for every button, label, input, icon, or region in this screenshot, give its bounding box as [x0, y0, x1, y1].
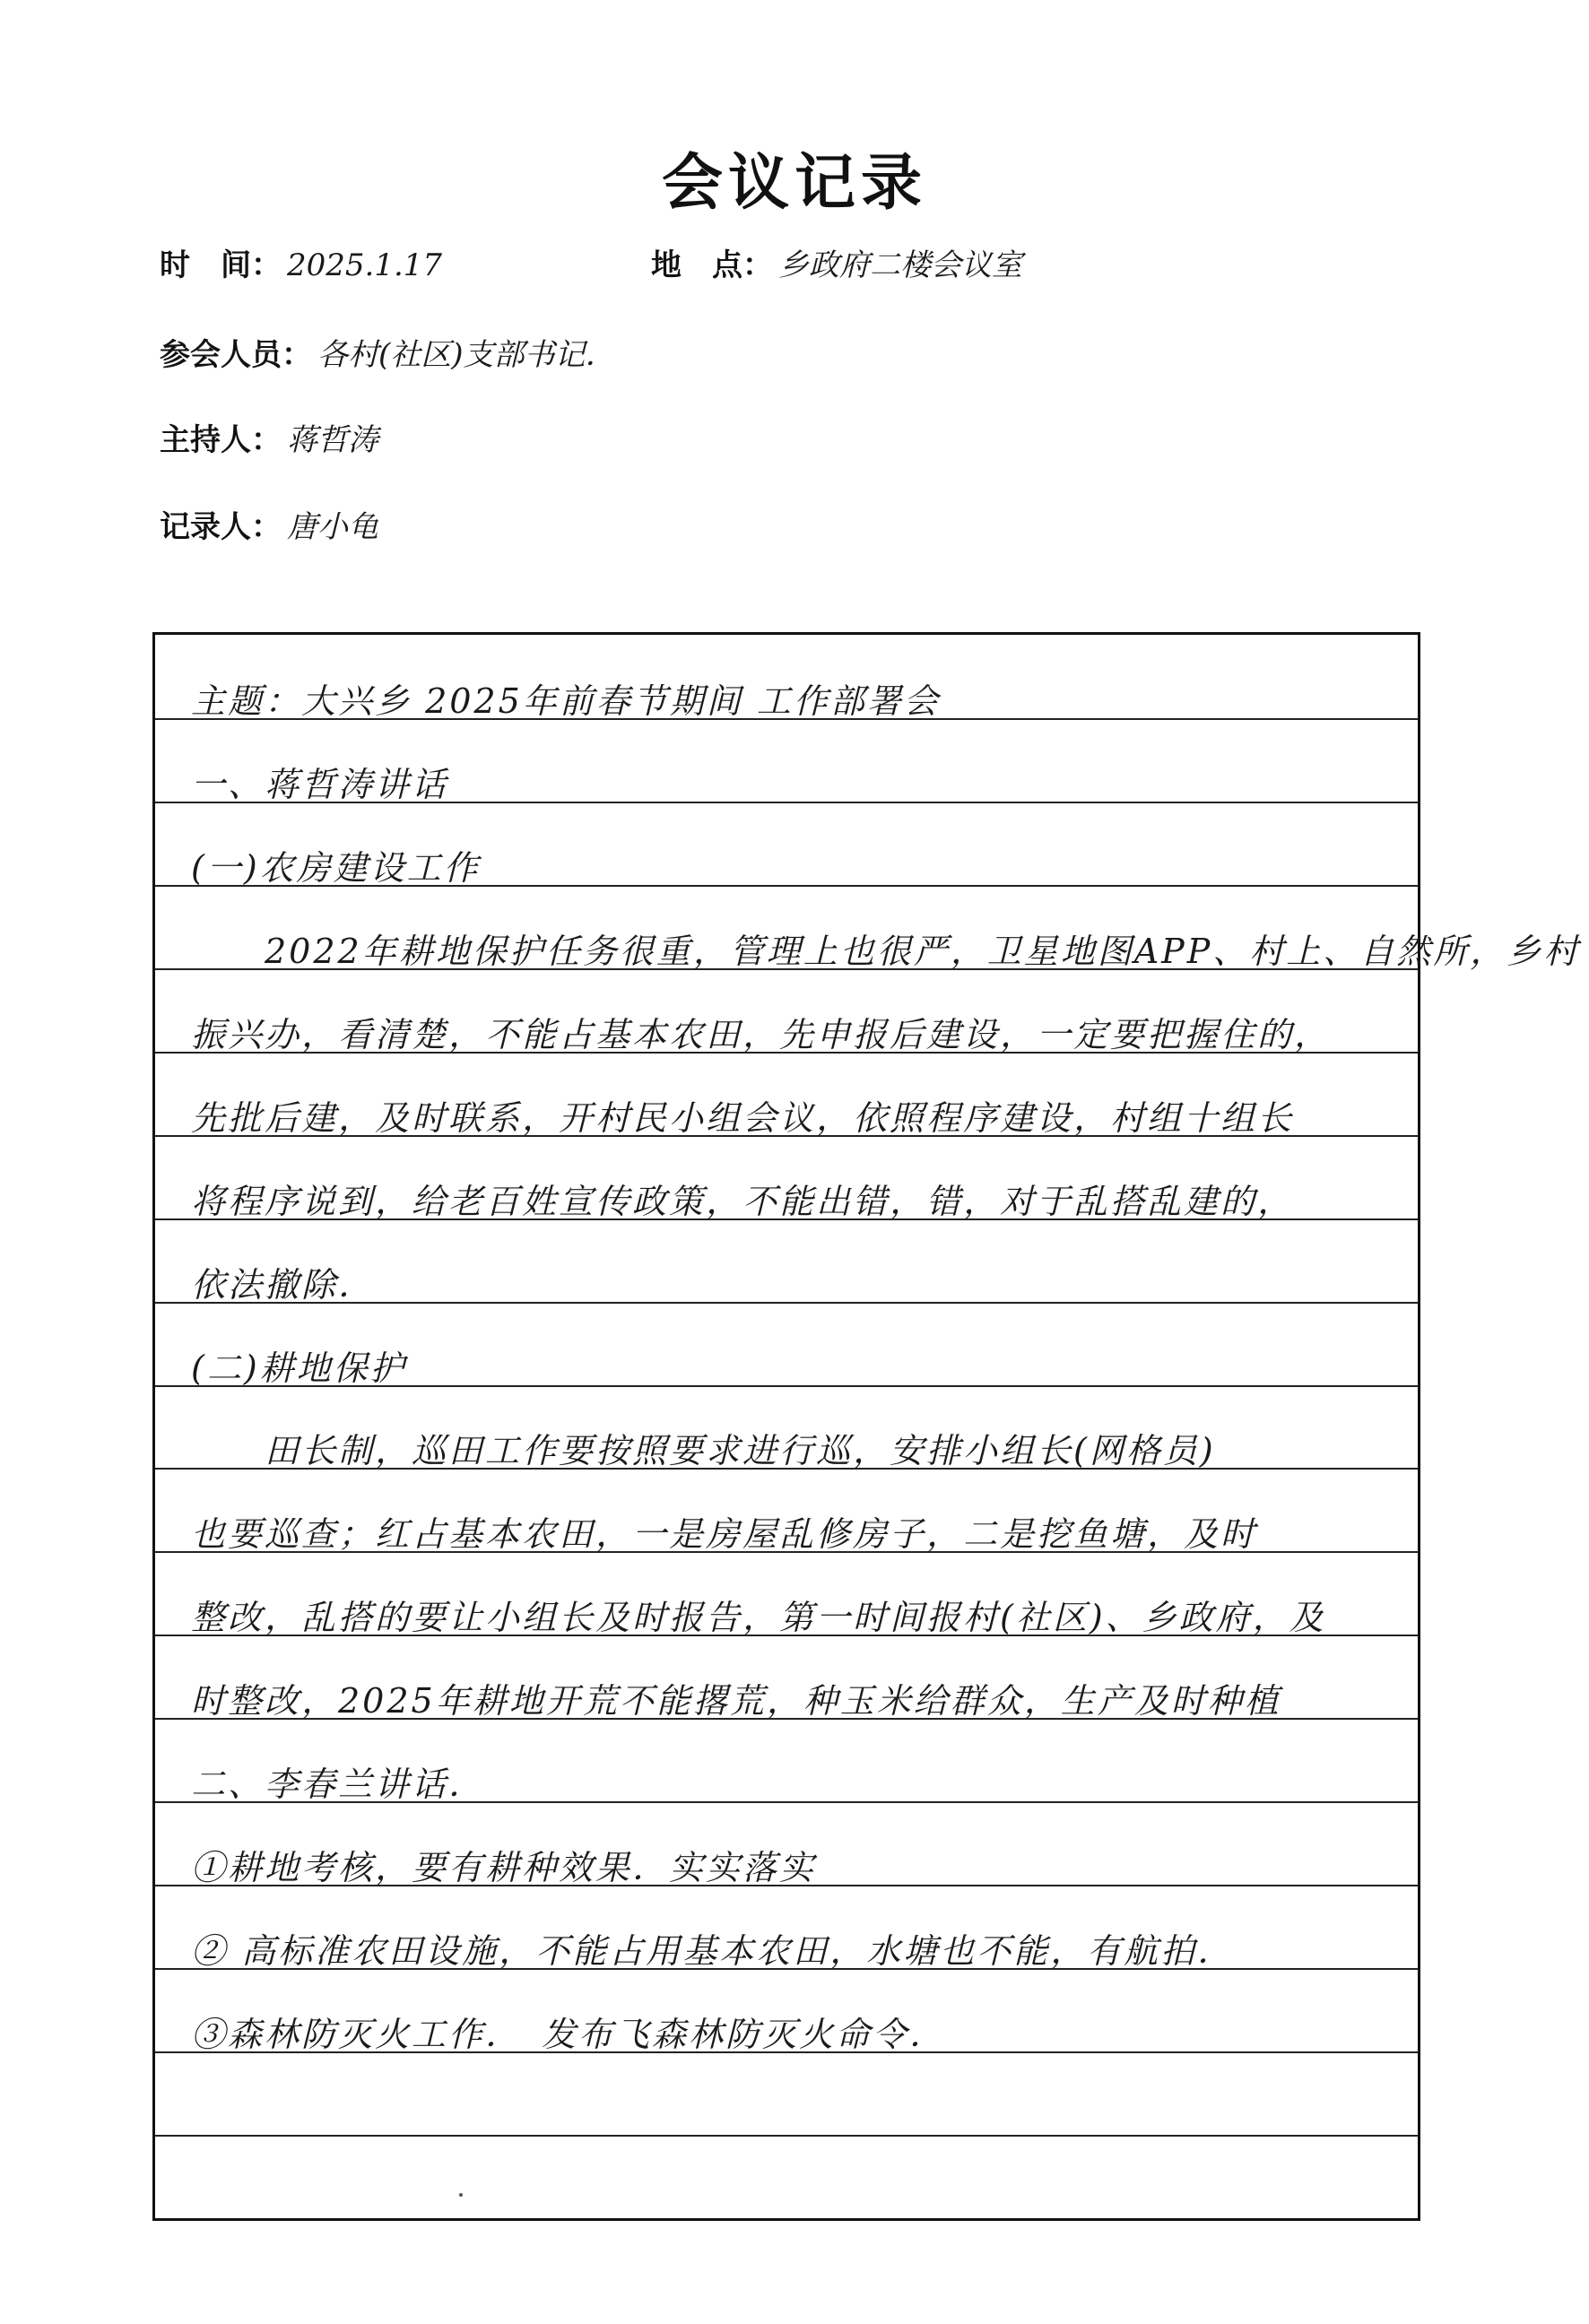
ruled-line: [155, 1302, 1418, 1304]
attendees-label: 参会人员：: [160, 337, 312, 373]
recorder-row: [160, 502, 378, 546]
ruled-line: [155, 718, 1418, 720]
ruled-line: [155, 1218, 1418, 1220]
ruled-line: [155, 1635, 1418, 1636]
minutes-text-line: 田长制，巡田工作要按照要求进行巡，安排小组长(网格员): [191, 1431, 1216, 1471]
host-row: [160, 415, 378, 459]
recorder-label: 记录人：: [160, 509, 282, 545]
host-label: 主持人：: [160, 422, 282, 458]
place-value: 乡政府二楼会议室: [778, 247, 1022, 283]
ruled-line: [155, 1135, 1418, 1137]
minutes-text-line: 振兴办，看清楚，不能占基本农田，先申报后建设，一定要把握住的，: [191, 1014, 1332, 1054]
minutes-text-line: 主题：大兴乡 2025年前春节期间 工作部署会: [191, 681, 941, 721]
recorder-value: 唐小龟: [287, 509, 378, 545]
minutes-text-line: 依法撤除．: [191, 1264, 376, 1305]
ruled-line: [155, 802, 1418, 803]
ruled-line: [155, 1968, 1418, 1970]
host-value: 蒋哲涛: [287, 422, 378, 458]
minutes-text-line: 将程序说到，给老百姓宣传政策，不能出错，错，对于乱搭乱建的，: [191, 1181, 1295, 1221]
place-label: 地 点：: [651, 247, 773, 283]
minutes-text-line: 也要巡查；红占基本农田，一是房屋乱修房子，二是挖鱼塘，及时: [191, 1514, 1258, 1555]
minutes-text-line: 2022年耕地保护任务很重，管理上也很严，卫星地图APP、村上、自然所，乡村: [191, 931, 1581, 971]
minutes-text-line: (二)耕地保护: [191, 1348, 407, 1388]
stray-mark: [459, 2193, 463, 2197]
minutes-text-line: ② 高标准农田设施，不能占用基本农田，水塘也不能，有航拍．: [191, 1931, 1235, 1972]
minutes-text-line: 一、蒋哲涛讲话: [191, 764, 449, 804]
time-label: 时 间：: [160, 247, 282, 283]
ruled-line: [155, 2135, 1418, 2137]
minutes-text-line: ①耕地考核，要有耕种效果．实实落实: [191, 1848, 817, 1888]
document-title: 会议记录: [661, 148, 927, 219]
ruled-line: [155, 2051, 1418, 2053]
minutes-ruled-box: [152, 632, 1581, 2221]
ruled-line: [155, 968, 1418, 970]
minutes-text-line: 整改，乱搭的要让小组长及时报告，第一时间报村(社区)、乡政府，及: [191, 1598, 1326, 1638]
ruled-line: [155, 1885, 1418, 1886]
ruled-line: [155, 1718, 1418, 1720]
ruled-line: [155, 1385, 1418, 1387]
minutes-text-line: 时整改，2025年耕地开荒不能撂荒，种玉米给群众，生产及时种植: [191, 1681, 1281, 1721]
minutes-text-line: (一)农房建设工作: [191, 847, 481, 888]
attendees-row: [160, 330, 616, 374]
minutes-text-line: 二、李春兰讲话．: [191, 1765, 486, 1805]
attendees-value: 各村(社区)支部书记．: [317, 337, 616, 373]
ruled-line: [155, 1052, 1418, 1054]
time-value: 2025.1.17: [287, 247, 443, 283]
ruled-line: [155, 1551, 1418, 1553]
ruled-line: [155, 1801, 1418, 1803]
time-row: [160, 240, 442, 284]
place-row: [651, 240, 1022, 284]
ruled-line: [155, 885, 1418, 887]
minutes-text-line: ③森林防灭火工作． 发布飞森林防灭火命令．: [191, 2015, 947, 2055]
minutes-text-line: 先批后建，及时联系，开村民小组会议，依照程序建设，村组十组长: [191, 1097, 1295, 1138]
ruled-line: [155, 1468, 1418, 1470]
